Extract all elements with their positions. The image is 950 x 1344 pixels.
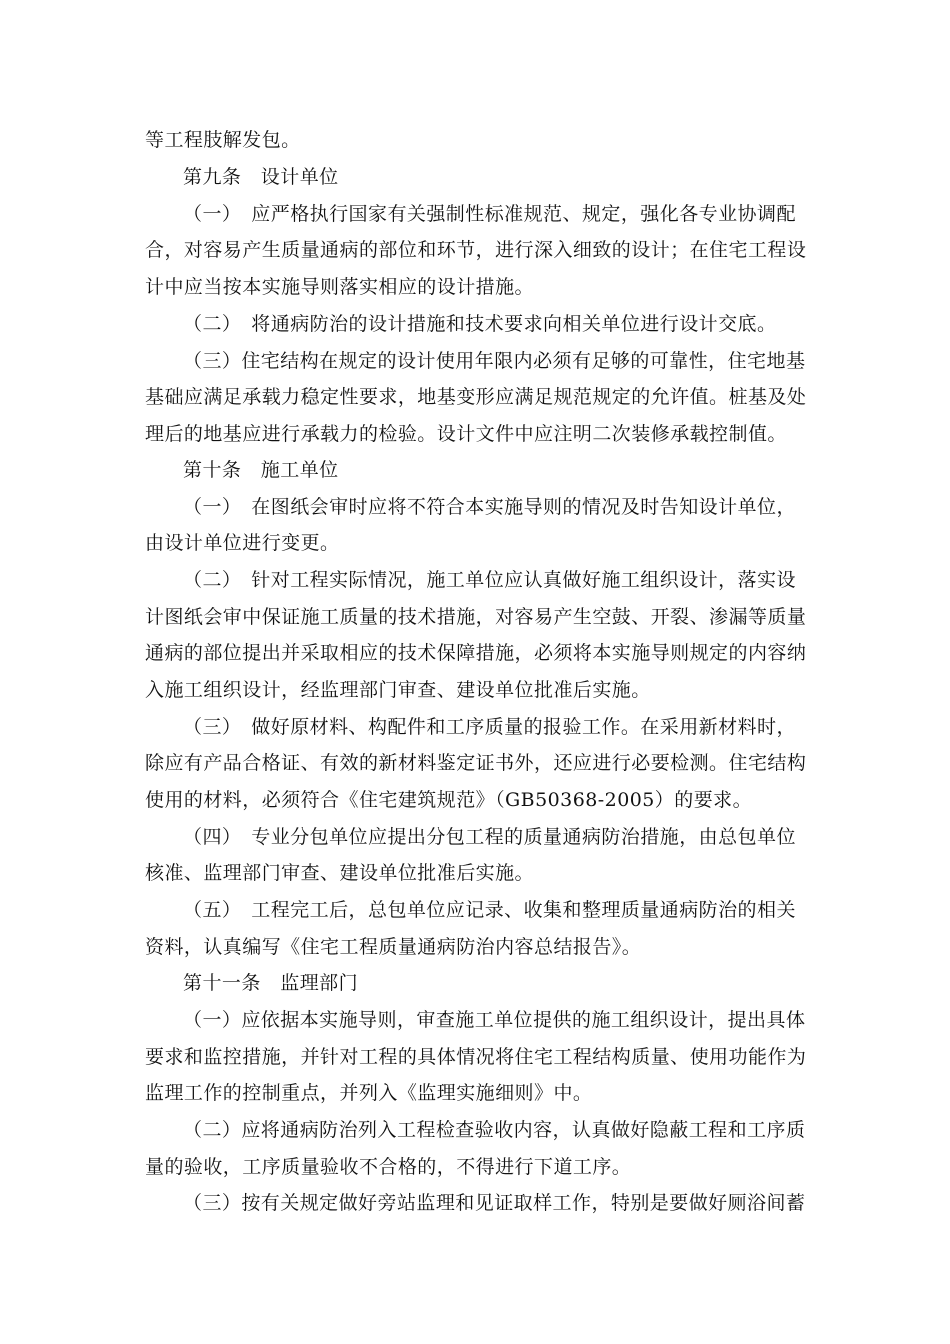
text-line: （二）应将通病防治列入工程检查验收内容，认真做好隐蔽工程和工序质	[183, 1119, 806, 1141]
text-line: 要求和监控措施，并针对工程的具体情况将住宅工程结构质量、使用功能作为	[145, 1046, 807, 1068]
text-line: 基础应满足承载力稳定性要求，地基变形应满足规范规定的允许值。桩基及处	[145, 386, 807, 408]
text-line: 由设计单位进行变更。	[145, 532, 340, 554]
text-line: 入施工组织设计，经监理部门审查、建设单位批准后实施。	[145, 679, 651, 701]
text-line: （四） 专业分包单位应提出分包工程的质量通病防治措施，由总包单位	[183, 826, 796, 848]
text-line: 使用的材料，必须符合《住宅建筑规范》（GB50368-2005）的要求。	[145, 789, 753, 811]
text-line: （三） 做好原材料、构配件和工序质量的报验工作。在采用新材料时，	[183, 716, 796, 738]
text-line: （三）住宅结构在规定的设计使用年限内必须有足够的可靠性，住宅地基	[183, 350, 806, 372]
text-line: 通病的部位提出并采取相应的技术保障措施，必须将本实施导则规定的内容纳	[145, 642, 807, 664]
text-line: （一） 应严格执行国家有关强制性标准规范、规定，强化各专业协调配	[183, 203, 796, 225]
text-line: 资料，认真编写《住宅工程质量通病防治内容总结报告》。	[145, 936, 642, 958]
article-heading: 第九条 设计单位	[183, 166, 339, 188]
text-line: 合，对容易产生质量通病的部位和环节，进行深入细致的设计；在住宅工程设	[145, 239, 807, 261]
text-line: 计图纸会审中保证施工质量的技术措施，对容易产生空鼓、开裂、渗漏等质量	[145, 606, 807, 628]
text-line: （一） 在图纸会审时应将不符合本实施导则的情况及时告知设计单位，	[183, 496, 796, 518]
text-line: （二） 针对工程实际情况，施工单位应认真做好施工组织设计，落实设	[183, 569, 796, 591]
text-line: 理后的地基应进行承载力的检验。设计文件中应注明二次装修承载控制值。	[145, 423, 787, 445]
text-line: （一）应依据本实施导则，审查施工单位提供的施工组织设计，提出具体	[183, 1009, 806, 1031]
article-heading: 第十一条 监理部门	[183, 972, 359, 994]
text-line: 等工程肢解发包。	[145, 129, 301, 151]
text-line: 监理工作的控制重点，并列入《监理实施细则》中。	[145, 1082, 593, 1104]
text-line: （二） 将通病防治的设计措施和技术要求向相关单位进行设计交底。	[183, 313, 777, 335]
article-heading: 第十条 施工单位	[183, 459, 339, 481]
text-line: 计中应当按本实施导则落实相应的设计措施。	[145, 276, 535, 298]
text-line: 除应有产品合格证、有效的新材料鉴定证书外，还应进行必要检测。住宅结构	[145, 752, 807, 774]
text-line: （三）按有关规定做好旁站监理和见证取样工作，特别是要做好厕浴间蓄	[183, 1192, 806, 1214]
text-line: 量的验收，工序质量验收不合格的，不得进行下道工序。	[145, 1156, 632, 1178]
text-line: 核准、监理部门审查、建设单位批准后实施。	[145, 862, 535, 884]
text-line: （五） 工程完工后，总包单位应记录、收集和整理质量通病防治的相关	[183, 899, 796, 921]
